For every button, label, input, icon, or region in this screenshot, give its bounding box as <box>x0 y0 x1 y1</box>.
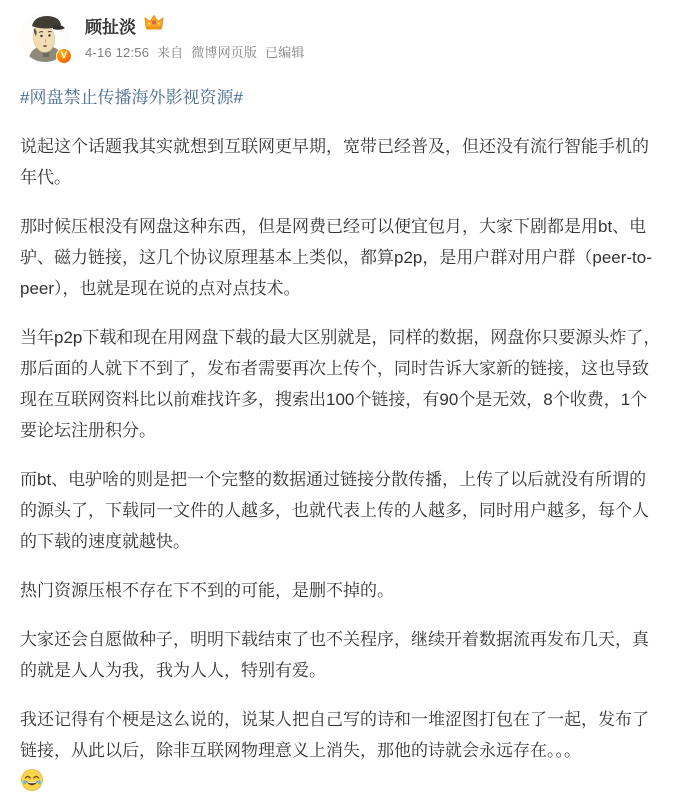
verified-badge: V <box>56 48 72 64</box>
post-paragraph: 大家还会自愿做种子，明明下载结束了也不关程序，继续开着数据流再发布几天，真的就是人人为我，我为人人，特别有爱。 <box>20 630 649 680</box>
emoji-line <box>20 768 663 794</box>
hashtag-link[interactable]: #网盘禁止传播海外影视资源# <box>20 88 243 107</box>
post-paragraph: 我还记得有个梗是这么说的，说某人把自己写的诗和一堆涩图打包在了一起，发布了链接，从此以后，除非互联网物理意义上消失，那他的诗就会永远存在。。。 <box>20 710 649 760</box>
post-paragraph: 热门资源压根不存在下不到的可能，是删不掉的。 <box>20 581 394 600</box>
post-paragraph: 说起这个话题我其实就想到互联网更早期，宽带已经普及，但还没有流行智能手机的年代。 <box>20 137 649 187</box>
post-content <box>20 82 663 794</box>
post-paragraph: 那时候压根没有网盘这种东西，但是网费已经可以便宜包月，大家下剧都是用bt、电驴、磁力链接，这几个协议原理基本上类似，都算p2p，是用户群对用户群（peer-to-peer），也就是现在说的点对点技术。 <box>20 217 652 298</box>
avatar[interactable] <box>20 12 70 62</box>
user-info <box>85 12 309 61</box>
laugh-cry-emoji-icon <box>20 768 44 792</box>
post-paragraph: 而bt、电驴啥的则是把一个完整的数据通过链接分散传播，上传了以后就没有所谓的的源头了，下载同一文件的人越多，也就代表上传的人越多，同时用户越多，每个人的下载的速度就越快。 <box>20 470 649 551</box>
post-paragraph: 当年p2p下载和现在用网盘下载的最大区别就是，同样的数据，网盘你只要源头炸了，那后面的人就下不到了，发布者需要再次上传个，同时告诉大家新的链接，这也导致现在互联网资料比以前难找许多，搜索出100个链接，有90个是无效，8个收费，1个要论坛注册积分。 <box>20 328 661 440</box>
post-meta <box>85 42 309 61</box>
post-source[interactable]: 微博网页版 <box>191 45 258 60</box>
post-header <box>20 12 663 62</box>
vip-crown-icon[interactable] <box>144 14 164 36</box>
from-label: 来自 <box>156 45 184 60</box>
edited-label[interactable]: 已编辑 <box>265 45 305 60</box>
username[interactable]: 顾扯淡 <box>85 17 136 37</box>
post-time[interactable]: 4-16 12:56 <box>85 45 150 60</box>
